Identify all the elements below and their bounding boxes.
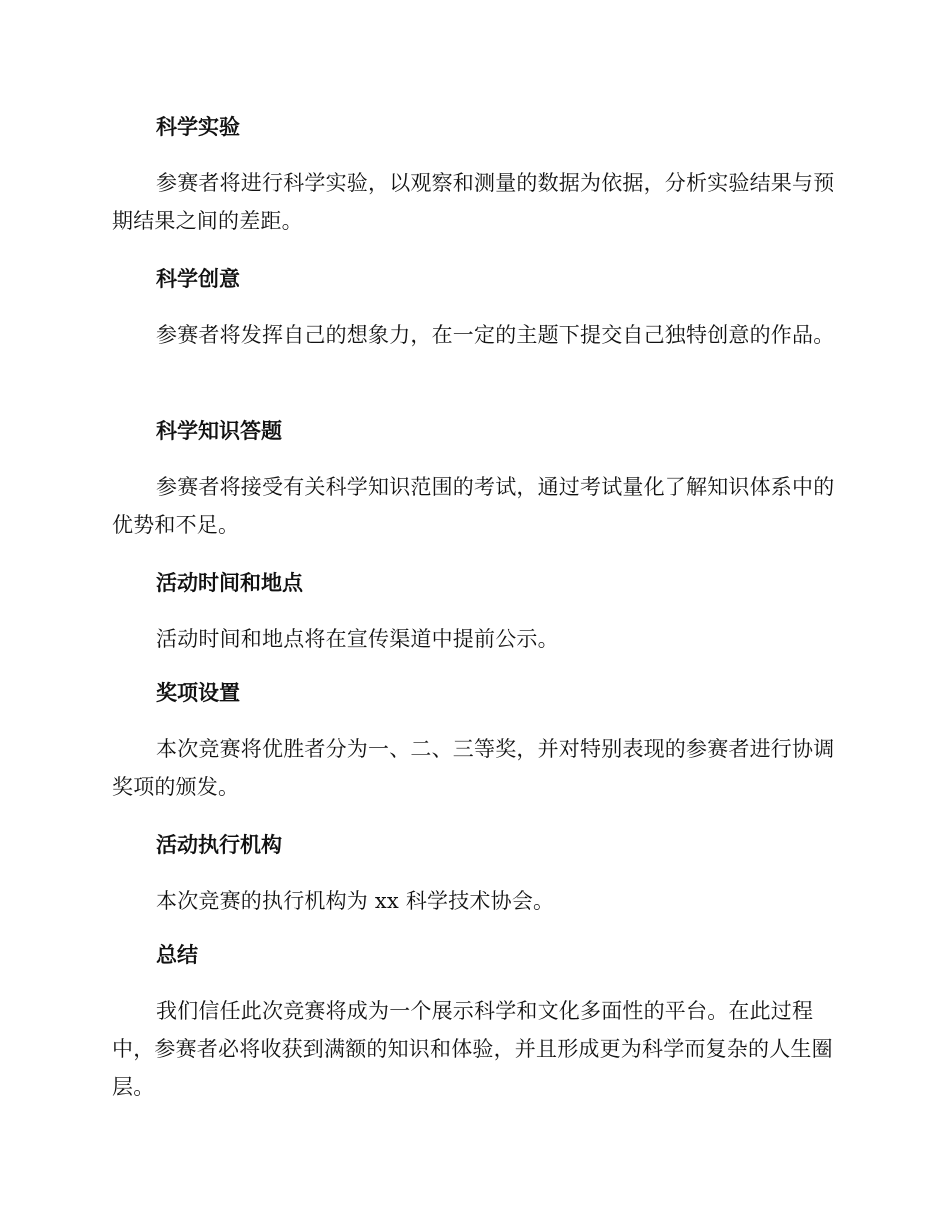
section-body-experiment: 参赛者将进行科学实验，以观察和测量的数据为依据，分析实验结果与预期结果之间的差距。 bbox=[112, 171, 835, 233]
section-body-creativity: 参赛者将发挥自己的想象力，在一定的主题下提交自己独特创意的作品。 bbox=[156, 323, 835, 347]
section-heading-summary: 总结 bbox=[156, 943, 198, 967]
section-heading-creativity: 科学创意 bbox=[156, 267, 240, 291]
section-body-awards: 本次竞赛将优胜者分为一、二、三等奖，并对特别表现的参赛者进行协调奖项的颁发。 bbox=[112, 737, 835, 799]
section-body-organizer: 本次竞赛的执行机构为 xx 科学技术协会。 bbox=[156, 889, 555, 913]
section-body-time-place: 活动时间和地点将在宣传渠道中提前公示。 bbox=[156, 627, 559, 651]
section-heading-quiz: 科学知识答题 bbox=[156, 419, 282, 443]
section-heading-experiment: 科学实验 bbox=[156, 115, 240, 139]
section-heading-time-place: 活动时间和地点 bbox=[156, 571, 303, 595]
section-body-summary: 我们信任此次竞赛将成为一个展示科学和文化多面性的平台。在此过程中，参赛者必将收获到满额的知识和体验，并且形成更为科学而复杂的人生圈层。 bbox=[112, 999, 833, 1099]
section-heading-awards: 奖项设置 bbox=[156, 681, 240, 705]
section-heading-organizer: 活动执行机构 bbox=[156, 833, 282, 857]
section-body-quiz: 参赛者将接受有关科学知识范围的考试，通过考试量化了解知识体系中的优势和不足。 bbox=[112, 475, 835, 537]
